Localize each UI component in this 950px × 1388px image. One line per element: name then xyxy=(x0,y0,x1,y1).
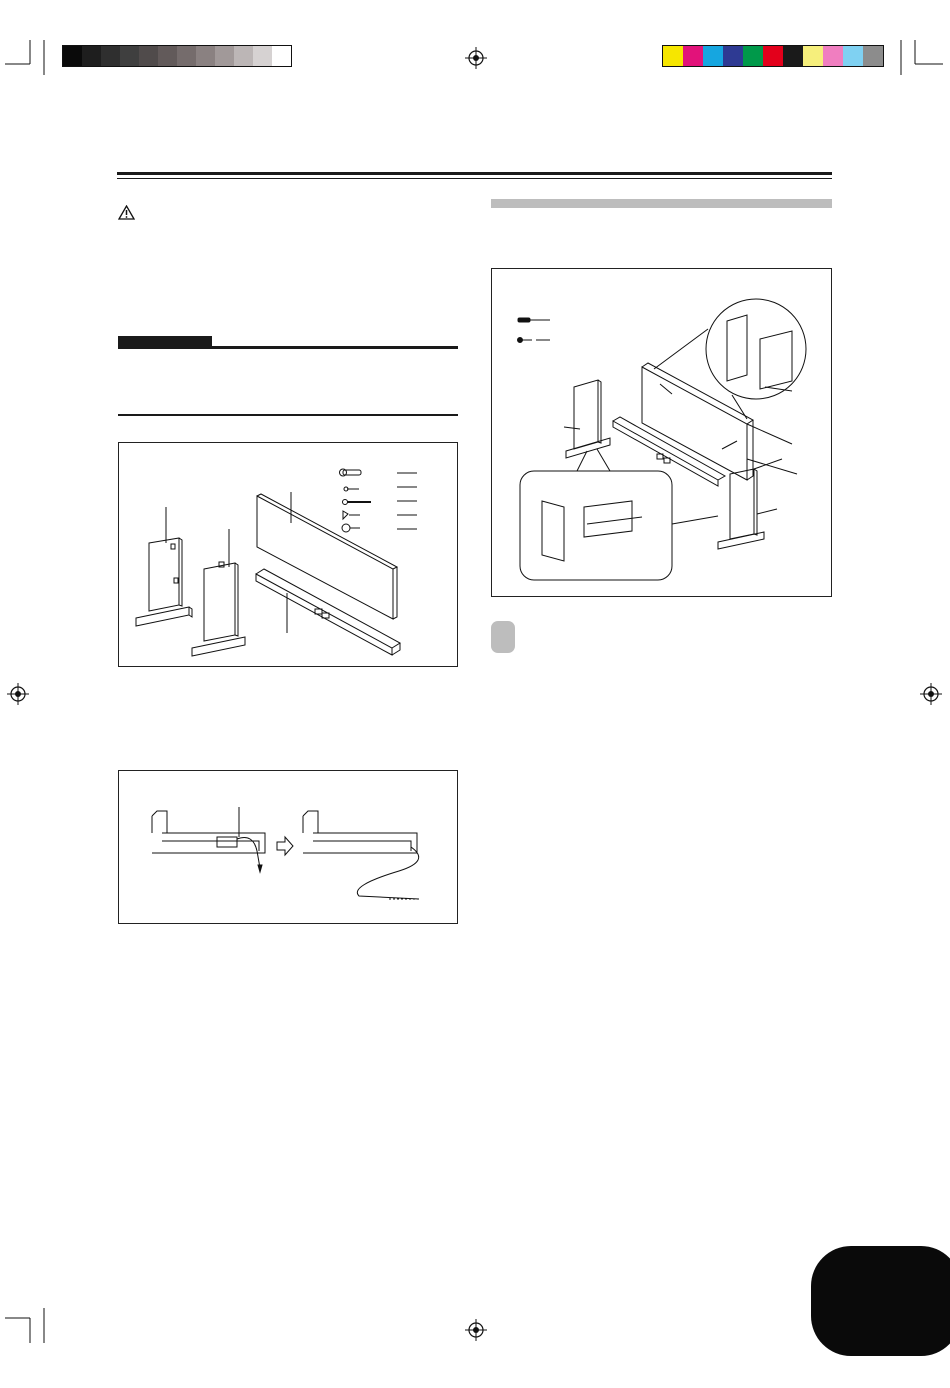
warning-triangle-icon xyxy=(118,205,135,220)
calibration-swatch xyxy=(101,46,120,66)
calibration-swatch xyxy=(82,46,101,66)
calibration-swatch xyxy=(743,46,763,66)
calibration-swatch xyxy=(253,46,272,66)
crop-marks-top-right xyxy=(895,40,950,75)
step-badge xyxy=(491,621,515,653)
header-rule-thick xyxy=(117,172,832,175)
calibration-swatch xyxy=(863,46,883,66)
calibration-swatch xyxy=(177,46,196,66)
calibration-swatch xyxy=(843,46,863,66)
calibration-swatch xyxy=(663,46,683,66)
calibration-swatch xyxy=(196,46,215,66)
registration-mark-icon xyxy=(920,683,942,705)
stand-parts-illustration xyxy=(118,442,458,667)
registration-mark-icon xyxy=(465,47,487,69)
color-calibration-bar xyxy=(662,45,884,67)
calibration-swatch xyxy=(803,46,823,66)
registration-mark-icon xyxy=(465,1319,487,1341)
pedal-cable-illustration xyxy=(118,770,458,924)
stand-assembly-illustration xyxy=(491,268,832,597)
header-rule-thin xyxy=(117,178,832,179)
calibration-swatch xyxy=(683,46,703,66)
page-tab xyxy=(811,1246,950,1356)
section-rule xyxy=(118,414,458,416)
section-heading-bar xyxy=(491,199,832,208)
grayscale-calibration-bar xyxy=(62,45,292,67)
calibration-swatch xyxy=(158,46,177,66)
calibration-swatch xyxy=(783,46,803,66)
calibration-swatch xyxy=(63,46,82,66)
calibration-swatch xyxy=(703,46,723,66)
calibration-swatch xyxy=(139,46,158,66)
calibration-swatch xyxy=(234,46,253,66)
crop-marks-bottom-left xyxy=(0,1298,60,1343)
calibration-swatch xyxy=(272,46,291,66)
calibration-swatch xyxy=(723,46,743,66)
crop-marks-top-left xyxy=(0,40,60,75)
note-rule xyxy=(118,346,458,349)
registration-mark-icon xyxy=(7,683,29,705)
calibration-swatch xyxy=(120,46,139,66)
calibration-swatch xyxy=(215,46,234,66)
calibration-swatch xyxy=(823,46,843,66)
calibration-swatch xyxy=(763,46,783,66)
